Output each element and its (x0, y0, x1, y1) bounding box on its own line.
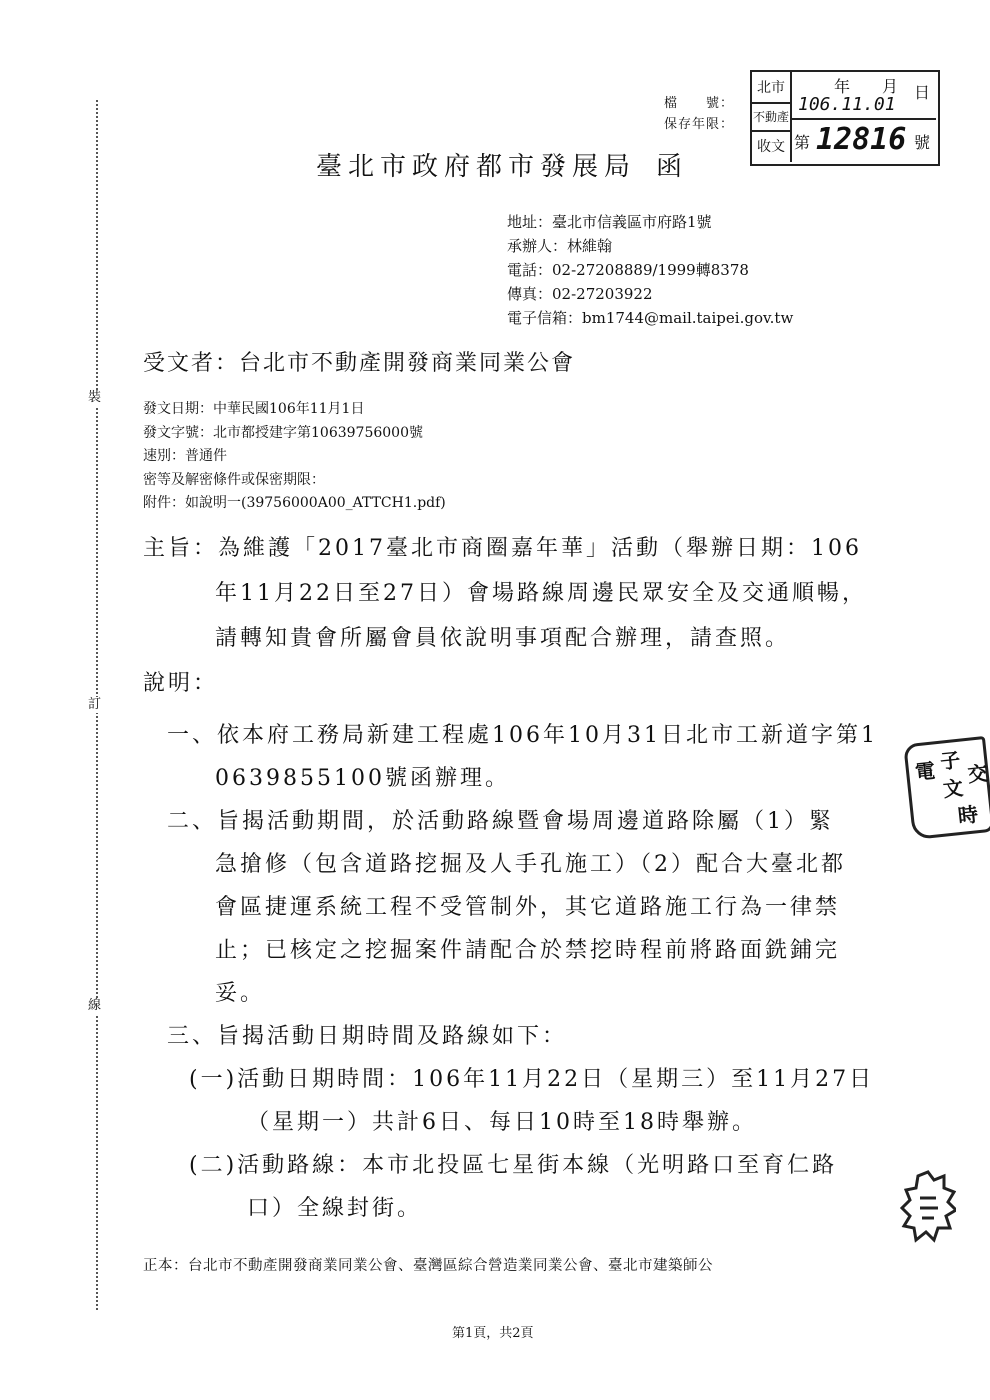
explanation-line: 0639855100號函辦理。 (215, 766, 510, 791)
explanation-line: 會區捷運系統工程不受管制外，其它道路施工行為一律禁 (215, 895, 841, 920)
explanation-line: 一、依本府工務局新建工程處106年10月31日北市工新道字第1 (167, 723, 878, 748)
contact-fax: 傳真：02-27203922 (507, 285, 653, 303)
stamp-org-line2: 不動產 (752, 102, 792, 132)
binding-char-middle: 訂 (88, 697, 102, 712)
explanation-line: 三、旨揭活動日期時間及路線如下： (167, 1024, 568, 1049)
retention-label: 保存年限： (664, 117, 735, 132)
binding-char-bottom: 線 (88, 998, 102, 1013)
page-number: 第1頁，共2頁 (452, 1326, 534, 1341)
explanation-heading: 說明： (143, 671, 219, 696)
contact-email: 電子信箱：bm1744@mail.taipei.gov.tw (507, 309, 794, 327)
explanation-line: 止；已核定之挖掘案件請配合於禁挖時程前將路面銑鋪完 (215, 938, 841, 963)
explanation-line: 妥。 (215, 981, 266, 1006)
stamp-number-cell (790, 118, 936, 162)
stamp-date-value: 106.11.01 (798, 94, 896, 115)
seal-char: 時 (956, 802, 980, 829)
contact-address: 地址：臺北市信義區市府路1號 (507, 213, 712, 231)
explanation-line: （星期一）共計6日、每日10時至18時舉辦。 (247, 1110, 757, 1135)
explanation-line: (一)活動日期時間：106年11月22日（星期三）至11月27日 (189, 1067, 875, 1092)
agency-title: 臺北市政府都市發展局 (316, 152, 637, 182)
electronic-document-seal (903, 736, 990, 840)
speed-class: 速別：普通件 (143, 448, 227, 464)
contact-block (507, 210, 793, 330)
explanation-line: (二)活動路線：本市北投區七星街本線（光明路口至育仁路 (189, 1153, 838, 1178)
explanation-line: 口）全線封街。 (247, 1196, 423, 1221)
doc-number: 發文字號：北市都授建字第10639756000號 (143, 424, 423, 441)
doc-type: 函 (656, 152, 689, 182)
stamp-org-line1: 北市 (752, 72, 792, 104)
seal-char: 文 (941, 775, 965, 802)
contact-phone: 電話：02-27208889/1999轉8378 (507, 261, 749, 279)
file-number-label: 檔 號： (664, 96, 735, 111)
issue-date: 發文日期：中華民國106年11月1日 (143, 401, 365, 417)
binding-char-top: 裝 (88, 390, 102, 405)
secrecy-level: 密等及解密條件或保密期限： (143, 471, 325, 488)
contact-handler: 承辦人：林維翰 (507, 237, 613, 255)
explanation-line: 急搶修（包含道路挖掘及人手孔施工）（2）配合大臺北都 (215, 852, 846, 877)
recipient-line: 受文者：台北市不動產開發商業同業公會 (143, 351, 576, 376)
seal-char: 子 (938, 747, 962, 774)
subject-line-3: 請轉知貴會所屬會員依說明事項配合辦理，請查照。 (215, 626, 791, 651)
stamp-number-suffix: 號 (914, 133, 931, 152)
stamp-number-value: 12816 (816, 122, 907, 157)
seal-char: 電 (913, 758, 937, 785)
stamp-year-char: 年 (834, 77, 851, 96)
stamp-date-cell (790, 72, 936, 120)
stamp-day-char: 日 (914, 83, 931, 102)
stamp-number-prefix: 第 (794, 133, 811, 152)
subject-line-1: 主旨：為維護「2017臺北市商圈嘉年華」活動（舉辦日期：106 (143, 536, 862, 561)
gear-stamp-icon (900, 1168, 956, 1248)
stamp-org-line3: 收文 (752, 130, 792, 162)
receiving-stamp (750, 70, 940, 166)
attachment: 附件：如說明一(39756000A00_ATTCH1.pdf) (143, 495, 446, 511)
seal-char: 交 (966, 760, 989, 787)
meta-block (143, 398, 446, 516)
stamp-month-char: 月 (882, 77, 899, 96)
subject-line-2: 年11月22日至27日）會場路線周邊民眾安全及交通順暢， (215, 581, 867, 606)
explanation-line: 二、旨揭活動期間，於活動路線暨會場周邊道路除屬（1）緊 (167, 809, 834, 834)
copy-to-line: 正本：台北市不動產開發商業同業公會、臺灣區綜合營造業同業公會、臺北市建築師公 (143, 1258, 713, 1274)
